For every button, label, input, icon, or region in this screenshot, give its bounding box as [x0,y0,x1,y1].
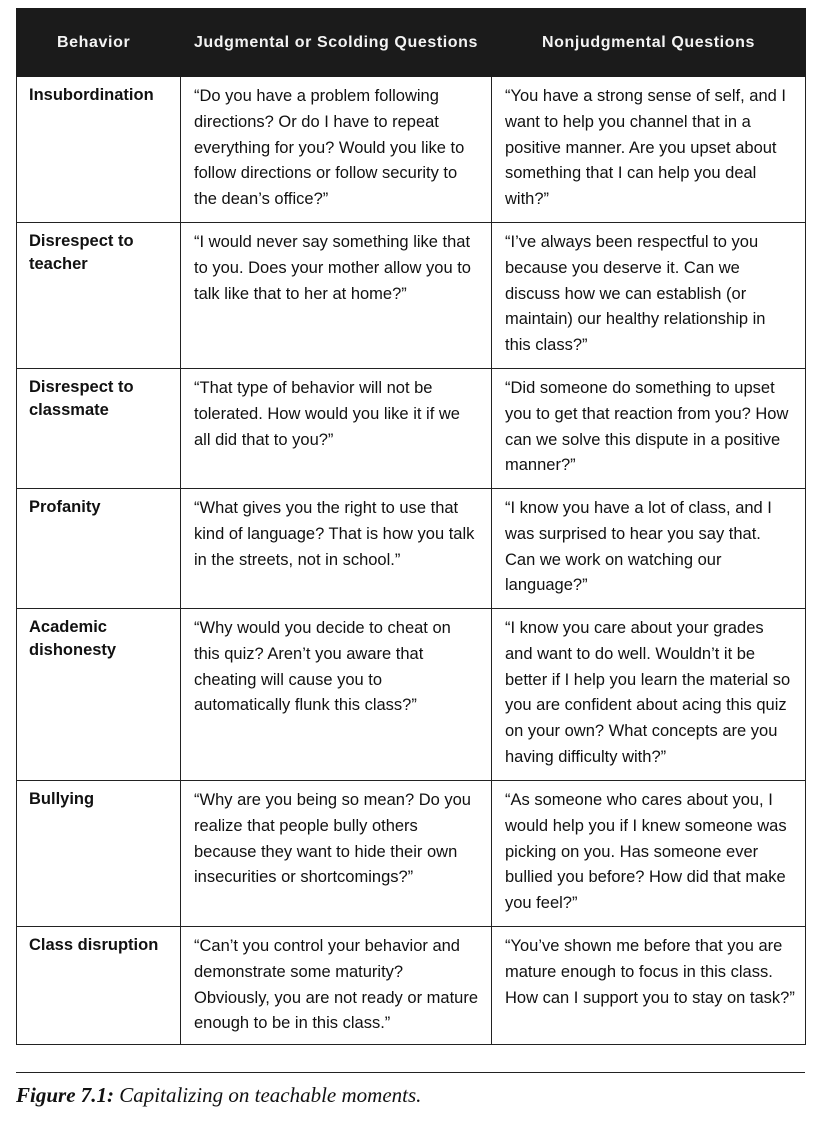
nonjudgmental-question-cell: “I know you care about your grades and want to do well. Wouldn’t it be better if I help you learn the material so you are confident about acing this quiz on your own? What concepts are you having difficulty with?” [492,609,806,781]
behavior-cell: Class disruption [17,927,181,1045]
nonjudgmental-question-cell: “I’ve always been respectful to you because you deserve it. Can we discuss how we can establish (or maintain) our healthy relationship in this class?” [492,223,806,369]
header-judgmental-questions: Judgmental or Scolding Questions [181,9,492,77]
judgmental-question-cell: “Can’t you control your behavior and demonstrate some maturity? Obviously, you are not ready or mature enough to be in this class.” [181,927,492,1045]
behavior-cell: Insubordination [17,77,181,223]
judgmental-question-cell: “Why would you decide to cheat on this quiz? Aren’t you aware that cheating will cause you to automatically flunk this class?” [181,609,492,781]
table-row [17,609,806,781]
nonjudgmental-question-cell: “As someone who cares about you, I would help you if I knew someone was picking on you. Has someone ever bullied you before? How did that make you feel?” [492,781,806,927]
behavior-cell: Bullying [17,781,181,927]
nonjudgmental-question-cell: “You’ve shown me before that you are mature enough to focus in this class. How can I support you to stay on task?” [492,927,806,1045]
behavior-cell: Profanity [17,489,181,609]
table-row [17,927,806,1045]
figure-label: Figure 7.1: [16,1083,115,1107]
judgmental-question-cell: “Do you have a problem following directions? Or do I have to repeat everything for you? Would you like to follow directions or follow security to the dean’s office?” [181,77,492,223]
table-row [17,77,806,223]
nonjudgmental-question-cell: “I know you have a lot of class, and I was surprised to hear you say that. Can we work on watching our language?” [492,489,806,609]
header-nonjudgmental-questions: Nonjudgmental Questions [492,9,806,77]
behavior-cell: Disrespect to classmate [17,369,181,489]
behavior-questions-table [16,8,806,1045]
nonjudgmental-question-cell: “Did someone do something to upset you to get that reaction from you? How can we solve this dispute in a positive manner?” [492,369,806,489]
header-behavior: Behavior [17,9,181,77]
table-row [17,369,806,489]
table-row [17,223,806,369]
table-header-row [17,9,806,77]
nonjudgmental-question-cell: “You have a strong sense of self, and I want to help you channel that in a positive manner. Are you upset about something that I can help you deal with?” [492,77,806,223]
judgmental-question-cell: “Why are you being so mean? Do you realize that people bully others because they want to hide their own insecurities or shortcomings?” [181,781,492,927]
figure-caption [16,1072,805,1108]
behavior-cell: Disrespect to teacher [17,223,181,369]
table-row [17,489,806,609]
behavior-cell: Academic dishonesty [17,609,181,781]
judgmental-question-cell: “I would never say something like that to you. Does your mother allow you to talk like that to her at home?” [181,223,492,369]
figure-caption-text: Capitalizing on teachable moments. [119,1083,422,1107]
judgmental-question-cell: “That type of behavior will not be tolerated. How would you like it if we all did that to you?” [181,369,492,489]
judgmental-question-cell: “What gives you the right to use that kind of language? That is how you talk in the streets, not in school.” [181,489,492,609]
table-row [17,781,806,927]
